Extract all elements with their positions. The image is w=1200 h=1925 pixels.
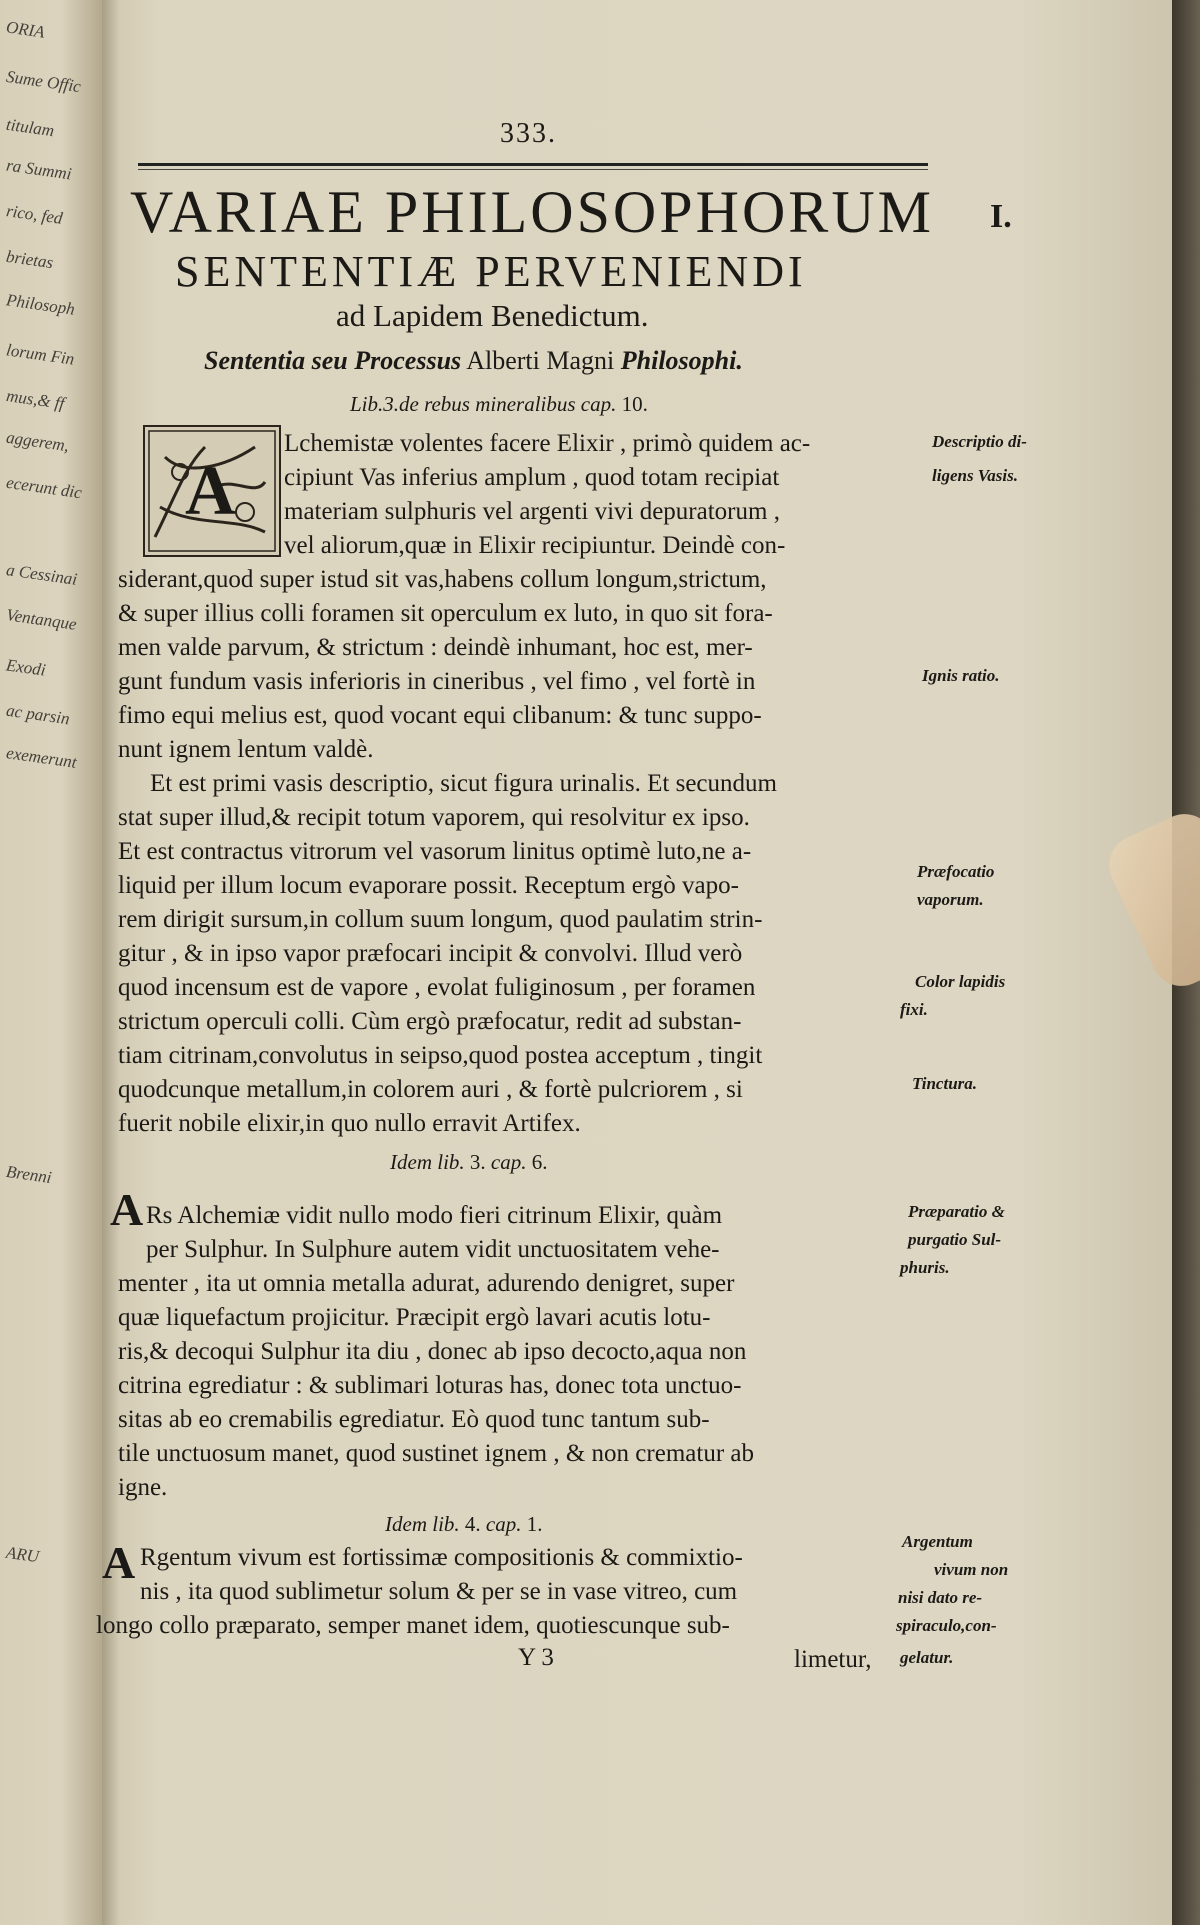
previous-page — [0, 0, 102, 1925]
text-line: tiam citrinam,convolutus in seipso,quod postea acceptum , tingit — [118, 1042, 763, 1069]
title-rule — [138, 163, 928, 166]
prev-page-fragment: ecerunt dic — [5, 472, 84, 503]
prev-page-fragment: ORIA — [4, 17, 46, 42]
title-line-3: ad Lapidem Benedictum. — [336, 298, 649, 333]
prev-page-fragment: titulam — [4, 114, 56, 141]
margin-note: Præfocatio — [917, 862, 995, 881]
prev-page-fragment: a Cessinai — [5, 560, 79, 589]
text-line: Rgentum vivum est fortissimæ compositionis & commixtio- — [140, 1544, 743, 1571]
text-line: longo collo præparato, semper manet idem, quotiescunque sub- — [96, 1612, 730, 1639]
citation-number: 10. — [621, 392, 648, 416]
margin-note: nisi dato re- — [898, 1588, 983, 1607]
text-line: materiam sulphuris vel argenti vivi depuratorum , — [284, 498, 780, 525]
citation-number: 1. — [526, 1512, 543, 1536]
heading-italic-part: Philosophi. — [620, 346, 743, 375]
margin-note: Argentum — [902, 1532, 973, 1551]
margin-note: fixi. — [900, 1000, 928, 1019]
text-line: ris,& decoqui Sulphur ita diu , donec ab ipso decocto,aqua non — [118, 1338, 747, 1365]
prev-page-fragment: ra Summi — [5, 155, 73, 184]
title-rule-thin — [138, 169, 928, 170]
prev-page-fragment: exemerunt — [5, 743, 78, 772]
prev-page-fragment: lorum Fin — [5, 340, 76, 369]
text-line: nis , ita quod sublimetur solum & per se in vase vitreo, cum — [140, 1578, 738, 1605]
margin-note: Ignis ratio. — [922, 666, 1000, 685]
margin-note: Tinctura. — [912, 1074, 978, 1093]
heading-author: Alberti Magni — [466, 346, 615, 375]
text-line: quod incensum est de vapore , evolat fuliginosum , per foramen — [118, 974, 756, 1001]
text-line: & super illius colli foramen sit operculum ex luto, in quo sit fora- — [118, 600, 773, 627]
margin-note: spiraculo,con- — [896, 1616, 997, 1635]
text-line: stat super illud,& recipit totum vaporem, qui resolvitur ex ipso. — [118, 804, 750, 831]
text-line: limetur, — [794, 1646, 872, 1673]
text-line: tile unctuosum manet, quod sustinet ignem , & non crematur ab — [118, 1440, 754, 1467]
margin-note: ligens Vasis. — [932, 466, 1018, 485]
citation-3 — [385, 1512, 542, 1537]
text-line: gitur , & in ipso vapor præfocari incipit & convolvi. Illud verò — [118, 940, 743, 967]
title-line-2: SENTENTIÆ PERVENIENDI — [175, 247, 807, 296]
text-line: Et est primi vasis descriptio, sicut figura urinalis. Et secundum — [150, 770, 777, 797]
text-line: quodcunque metallum,in colorem auri , & fortè pulcriorem , si — [118, 1076, 743, 1103]
prev-page-fragment: ac parsin — [5, 700, 71, 729]
citation-text: Idem lib. — [385, 1512, 460, 1536]
citation-1 — [350, 392, 648, 417]
text-line: Rs Alchemiæ vidit nullo modo fieri citrinum Elixir, quàm — [146, 1202, 723, 1229]
margin-note: vivum non — [934, 1560, 1009, 1579]
text-line: rem dirigit sursum,in collum suum longum, quod paulatim strin- — [118, 906, 763, 933]
prev-page-fragment: Exodi — [4, 655, 47, 680]
drop-initial: A — [102, 1537, 136, 1588]
prev-page-fragment: mus,& ff — [5, 386, 66, 413]
citation-number: 6. — [531, 1150, 548, 1174]
text-line: per Sulphur. In Sulphure autem vidit unctuositatem vehe- — [146, 1236, 720, 1263]
prev-page-fragment: rico, fed — [5, 201, 64, 228]
prev-page-fragment: brietas — [4, 246, 55, 273]
citation-number: 3. — [469, 1150, 486, 1174]
margin-note: Color lapidis — [915, 972, 1006, 991]
text-line: cipiunt Vas inferius amplum , quod totam recipiat — [284, 464, 780, 491]
text-line: sitas ab eo cremabilis egrediatur. Eò quod tunc tantum sub- — [118, 1406, 710, 1433]
text-line: gunt fundum vasis inferioris in cineribus , vel fimo , vel fortè in — [118, 668, 756, 695]
prev-page-fragment: Philosoph — [5, 290, 77, 319]
text-line: Lchemistæ volentes facere Elixir , primò quidem ac- — [284, 430, 811, 457]
margin-note: Descriptio di- — [932, 432, 1027, 451]
citation-2 — [390, 1150, 547, 1175]
text-line: menter , ita ut omnia metalla adurat, adurendo denigret, super — [118, 1270, 735, 1297]
text-line: fuerit nobile elixir,in quo nullo erravit Artifex. — [118, 1110, 581, 1137]
initial-letter: A — [185, 453, 236, 530]
prev-page-fragment: Brenni — [4, 1161, 53, 1188]
text-line: citrina egrediatur : & sublimari loturas has, donec tota unctuo- — [118, 1372, 742, 1399]
text-line: strictum operculi colli. Cùm ergò præfocatur, redit ad substan- — [118, 1008, 742, 1035]
margin-note: phuris. — [900, 1258, 950, 1277]
text-line: siderant,quod super istud sit vas,habens collum longum,strictum, — [118, 566, 767, 593]
text-line: vel aliorum,quæ in Elixir recipiuntur. Deindè con- — [284, 532, 786, 559]
citation-text: cap. — [485, 1512, 522, 1536]
citation-text: Lib.3.de rebus mineralibus cap. — [350, 392, 617, 416]
text-line: fimo equi melius est, quod vocant equi clibanum: & tunc suppo- — [118, 702, 762, 729]
prev-page-fragment: Sume Offic — [5, 66, 83, 97]
prev-page-fragment: aggerem, — [5, 427, 71, 456]
title-line-1: VARIAE PHILOSOPHORUM — [130, 179, 934, 245]
decorated-initial — [143, 425, 281, 557]
heading-italic-part: Sententia seu Processus — [204, 346, 462, 375]
section-heading — [204, 346, 743, 376]
margin-note: vaporum. — [917, 890, 984, 909]
title-number: I. — [990, 198, 1012, 235]
citation-text: cap. — [490, 1150, 527, 1174]
citation-number: 4. — [464, 1512, 481, 1536]
citation-text: Idem lib. — [390, 1150, 465, 1174]
signature-mark: Y 3 — [518, 1644, 554, 1671]
margin-note: purgatio Sul- — [908, 1230, 1002, 1249]
text-line: igne. — [118, 1474, 168, 1501]
page-number: 333. — [500, 118, 557, 149]
margin-note: gelatur. — [900, 1648, 954, 1667]
text-line: liquid per illum locum evaporare possit. Receptum ergò vapo- — [118, 872, 739, 899]
text-line: Et est contractus vitrorum vel vasorum linitus optimè luto,ne a- — [118, 838, 752, 865]
margin-note: Præparatio & — [908, 1202, 1005, 1221]
prev-page-fragment: ARU — [4, 1542, 41, 1567]
text-line: nunt ignem lentum valdè. — [118, 736, 374, 763]
text-line: men valde parvum, & strictum : deindè inhumant, hoc est, mer- — [118, 634, 753, 661]
drop-initial: A — [110, 1184, 144, 1235]
prev-page-fragment: Ventanque — [5, 605, 78, 634]
text-line: quæ liquefactum projicitur. Præcipit ergò lavari acutis lotu- — [118, 1304, 711, 1331]
